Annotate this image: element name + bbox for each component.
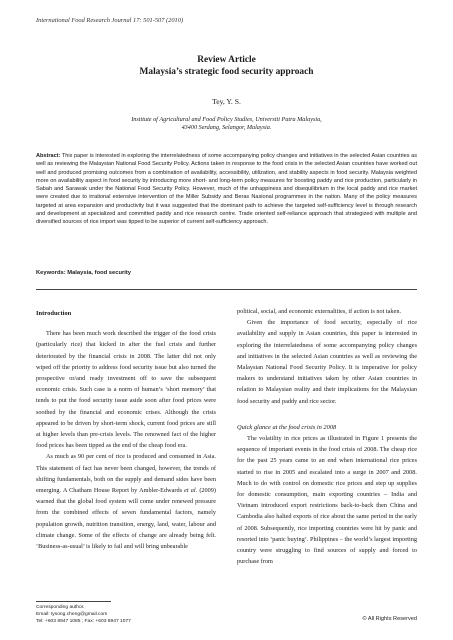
footnote-corresponding: Corresponding author. xyxy=(36,605,85,610)
keywords: Keywords: Malaysia, food security xyxy=(36,270,132,276)
author-name: Tey, Y. S. xyxy=(212,97,241,106)
intro-paragraph-2-part-a: As much as 90 per cent of rice is produced and consumed in Asia. This statement of fact has never been changed, however, the trends of shifting fundamentals, both on the supply and demand sides have been emerging. A Chatham House Report by Ambler-Edwards xyxy=(36,453,216,495)
copyright-notice: © All Rights Reserved xyxy=(362,616,417,622)
citation-et-al: et al. xyxy=(184,487,198,495)
right-column xyxy=(237,306,417,567)
footnote-rule xyxy=(36,601,111,602)
abstract xyxy=(36,152,417,227)
continued-paragraph: political, social, and economic externalities, if action is not taken. xyxy=(237,308,402,315)
article-title: Malaysia’s strategic food security approach xyxy=(139,67,314,77)
intro-paragraph-1: There has been much work described the trigger of the food crisis (particularly rice) that kicked in after the fuel crisis and further deteriorated by the financial crisis in 2008. The latter did not only wiped off the priority to address food security issue but also turned the prospective or/and ready investment off to save the subsequent economic crisis. Such case is a norm of human’s ‘short memory’ that tends to put the food security issue aside soon after food prices were soothed by the financial and economic crises. Although the crisis appeared to be driven by short-term shock, current food prices are still at higher levels than pre-crisis levels. The renowned fact of the higher food prices has been tipped as the end of the cheap food era. xyxy=(36,330,216,450)
left-column xyxy=(36,306,216,552)
intro-paragraph-2-part-b: (2009) warned that the global food system will come under renewed pressure from the combined effects of seven fundamental factors, namely population growth, nutrition transition, energy, land, water, labour and climate change. Some of the effects of change are already being felt. ‘Business-as-usual’ is likely to fail and will bring unbearable xyxy=(36,487,216,551)
right-paragraph-2: The volatility in rice prices as illustrated in Figure 1 presents the sequence of important events in the food crisis of 2008. The cheap rice for the past 25 years came to an end when international rice prices started to rise in 2005 and escalated into a surge in 2007 and 2008. Much to do with control on domestic rice prices and step up supplies for domestic consumption, main exporting countries – India and Vietnam introduced export restrictions back-to-back then China and Cambodia also halted exports of rice about the same period in the early of 2008. Subsequently, rice importing countries were hit by panic and resorted into ‘panic buying’. Philippines – the world’s largest importing country were struggling to find sources of supply and forced to purchase from xyxy=(237,435,417,566)
title-block xyxy=(36,54,417,78)
section-divider xyxy=(36,289,417,290)
intro-paragraph-2 xyxy=(36,451,216,552)
right-paragraph-1: Given the importance of food security, especially of rice availability and supply in Asian countries, this paper is interested in exploring the interrelatedness of some accompanying policy changes and initiatives in the selected Asian countries as well as reviewing the Malaysian National Food Security Policy. It is imperative for policy makers to understand initiatives taken by other Asian countries in relation to Malaysian reality and their implications for the Malaysian food security and paddy and rice sector. xyxy=(237,319,417,405)
abstract-text: This paper is interested in exploring the interrelatedness of some accompanying policy changes and initiatives in the selected Asian countries as well as reviewing the Malaysian National Food Security Policy. Actions taken in response to the food crisis in the selected Asian countries have worked out well and produced promising outcomes from a combination of availability, accessibility, utilization, and stability aspects in food security. Malaysia weighted more on availability aspect in food security by introducing more short- and long-term policy measures for boosting paddy and rice production, particularly in Sabah and Sarawak under the National Food Security Policy. However, much of the unhappiness and disequilibrium in the local paddy and rice market were created due to irrational extensive intervention of the Miller Subsidy and Beras Nasional programmes in the nation. Many of the policy measures targeted at area expansion and productivity but it was suggested that the dominant path to achieve the targeted self-sufficiency level is through research and development at specialized and committed paddy and rice research centre. Trade oriented self-reliance approach that strategized with multiple and diversified sources of rice import was tipped to be superior of current self-sufficiency approach. xyxy=(36,153,417,226)
subsection-heading: Quick glance at the food crisis in 2008 xyxy=(237,423,337,431)
running-header: International Food Research Journal 17: 501-507 (2010) xyxy=(36,17,184,24)
paragraph-gap xyxy=(237,407,417,413)
affiliation-line-1: Institute of Agricultural and Food Policy Studies, Universiti Putra Malaysia, xyxy=(131,116,322,123)
article-type: Review Article xyxy=(197,55,256,65)
footnote-email: Email: tysong.cheng@gmail.com xyxy=(36,612,108,617)
affiliation-line-2: 43400 Serdang, Selangor, Malaysia. xyxy=(181,124,272,132)
footnote-phone: Tel: +603 8947 1085 ; Fax: +603 8947 1077 xyxy=(36,619,131,624)
section-heading-introduction: Introduction xyxy=(36,310,72,317)
affiliation xyxy=(36,116,417,133)
abstract-label: Abstract: xyxy=(36,153,61,159)
footnote xyxy=(36,604,131,625)
